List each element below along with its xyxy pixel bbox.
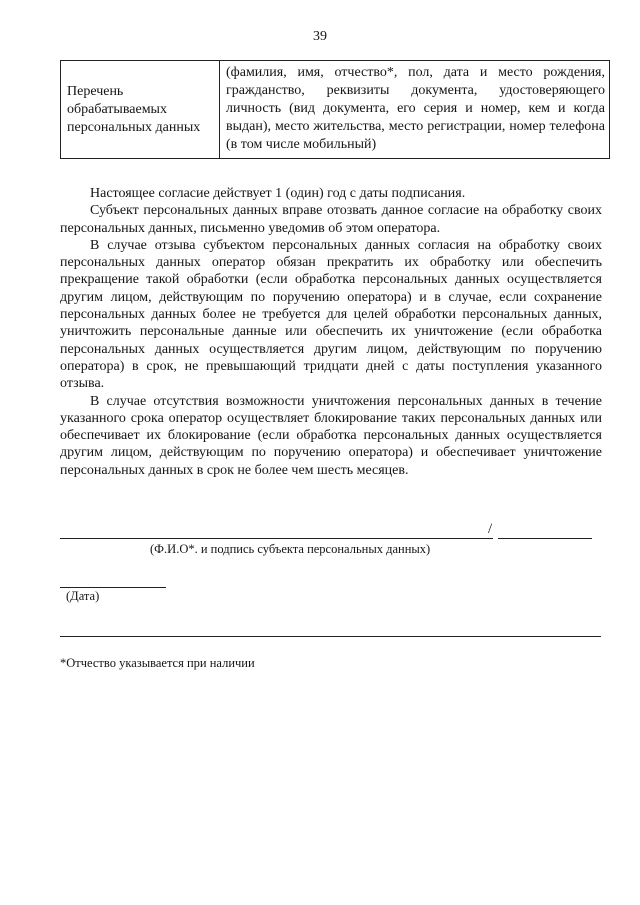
footnote: *Отчество указывается при наличии <box>60 656 255 670</box>
date-line <box>60 587 166 588</box>
page-number: 39 <box>313 29 327 44</box>
signature-separator: / <box>488 521 493 537</box>
paragraph-validity: Настоящее согласие действует 1 (один) год с даты подписания. <box>90 186 466 201</box>
footnote-divider <box>60 636 601 637</box>
paragraph-revocation-consequences: В случае отзыва субъектом персональных данных согласия на обработку своих персональных данных оператор обязан прекратить их обработку или обеспечить прекращение такой обработки (если обработка персональных данных осуществляется другим лицом, действующим по поручению оператора) и в случае, если сохранение персональных данных более не требуется для целей обработки персональных данных, уничтожить персональные данные или обеспечить их уничтожение (если обработка персональных данных осуществляется другим лицом, действующим по поручению оператора) в срок, не превышающий тридцати дней с даты поступления указанного отзыва. <box>60 237 602 392</box>
signature-sign-line <box>498 538 592 539</box>
table-value-cell: (фамилия, имя, отчество*, пол, дата и место рождения, гражданство, реквизиты документа, удостоверяющего личность (вид документа, его серия и номер, кем и когда выдан), место жительства, место регистрации, номер телефона (в том числе мобильный) <box>220 61 610 159</box>
table-row <box>61 61 610 159</box>
paragraph-revocation: Субъект персональных данных вправе отозвать данное согласие на обработку своих персональных данных, письменно уведомив об этом оператора. <box>60 203 602 236</box>
date-caption: (Дата) <box>66 589 100 603</box>
signature-caption: (Ф.И.О*. и подпись субъекта персональных данных) <box>150 542 431 556</box>
consent-body <box>60 185 602 479</box>
signature-name-line <box>60 538 493 539</box>
personal-data-table <box>60 60 610 159</box>
table-label-cell: Перечень обрабатываемых персональных данных <box>61 61 220 159</box>
paragraph-blocking: В случае отсутствия возможности уничтожения персональных данных в течение указанного срока оператор осуществляет блокирование таких персональных данных или обеспечивает их блокирование (если обработка персональных данных осуществляется другим лицом, действующим по поручению оператора) и обеспечивает уничтожение персональных данных в срок не более чем шесть месяцев. <box>60 393 602 478</box>
